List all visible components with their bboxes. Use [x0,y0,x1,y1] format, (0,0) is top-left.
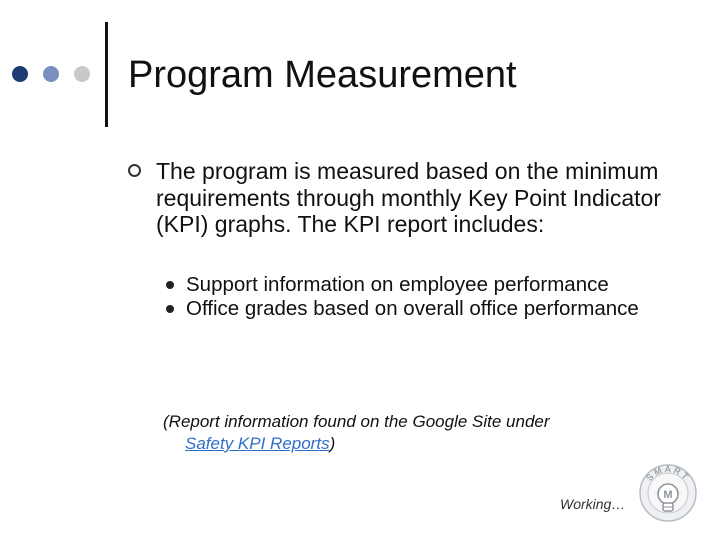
logo-center-letter: M [663,489,673,501]
report-note-suffix: ) [329,434,336,453]
dot-bullet-icon [166,281,174,289]
smart-lightbulb-logo-icon [636,463,700,527]
working-label: Working… [560,496,626,512]
report-note-line1: (Report information found on the Google Site under [163,412,550,431]
sub-bullet-list [166,273,686,321]
dot-light-icon [74,66,90,82]
slide-title: Program Measurement [128,54,517,96]
main-bullet-text: The program is measured based on the minimum requirements through monthly Key Point Indicator (KPI) graphs. The KPI report includes: [156,158,661,237]
dot-bullet-icon [166,305,174,313]
report-note-line2 [163,433,663,455]
sub-bullet-item [166,297,686,321]
sub-bullet-text: Support information on employee performance [186,273,609,296]
report-note [163,411,663,455]
title-divider [105,22,108,127]
dot-dark-icon [12,66,28,82]
sub-bullet-item [166,273,686,297]
logo-ring-text: SMART [644,463,692,483]
decorative-dots [12,66,102,82]
dot-medium-icon [43,66,59,82]
ring-bullet-icon [128,164,141,177]
safety-kpi-reports-link[interactable]: Safety KPI Reports [185,434,330,453]
sub-bullet-text: Office grades based on overall office performance [186,297,639,320]
